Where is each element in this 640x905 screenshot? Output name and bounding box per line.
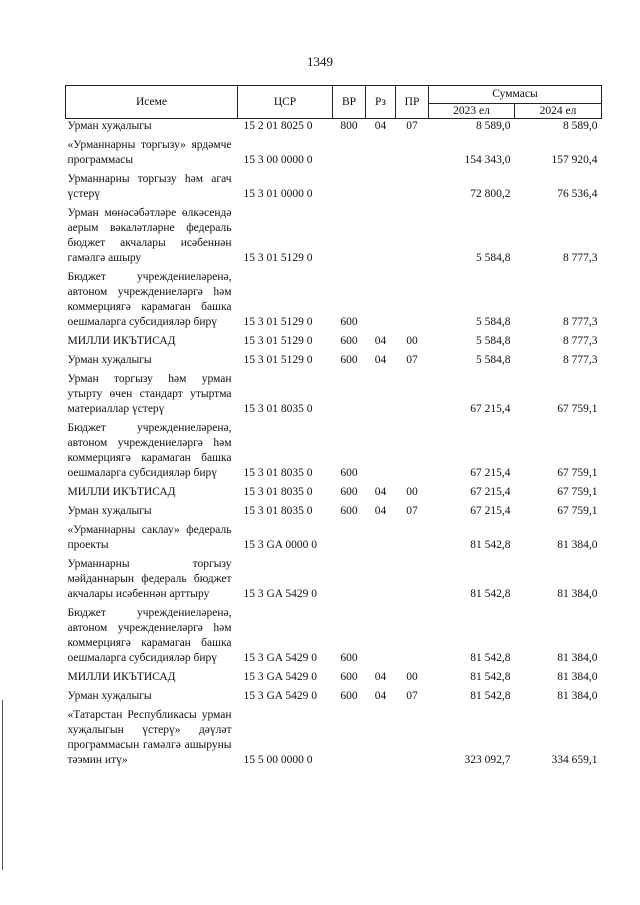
table-row	[66, 172, 602, 206]
cell-2023: 67 215,4	[470, 505, 511, 517]
cell-2024: 8 777,3	[563, 354, 598, 366]
cell-2023: 5 584,8	[476, 335, 511, 347]
cell-csr: 15 3 GA 5429 0	[243, 588, 317, 600]
cell-2024: 67 759,1	[557, 505, 598, 517]
cell-2023: 81 542,8	[470, 671, 511, 683]
table-row	[66, 270, 602, 334]
cell-vr	[333, 557, 366, 606]
cell-rz	[366, 421, 396, 485]
cell-rz	[366, 206, 396, 270]
cell-rz	[366, 270, 396, 334]
header-year-2024: 2024 ел	[515, 104, 602, 119]
header-name: Исеме	[66, 86, 238, 119]
cell-2023: 81 542,8	[470, 539, 511, 551]
header-rz: Рз	[366, 86, 396, 119]
cell-2023: 154 343,0	[464, 154, 511, 166]
cell-name: «Урманнарны торгызу» ярдәмче программасы	[67, 139, 232, 166]
cell-pr	[396, 138, 429, 172]
cell-name: Бюджет учреждениеләренә, автоном учреждениеләргә һәм коммерциягә карамаган башка оешмаларга субсидияләр бирү	[67, 422, 232, 479]
cell-rz: 04	[374, 120, 387, 132]
cell-rz: 04	[374, 335, 387, 347]
cell-pr	[396, 421, 429, 485]
cell-2023: 72 800,2	[470, 188, 511, 200]
cell-csr: 15 3 GA 0000 0	[243, 539, 317, 551]
cell-rz: 04	[374, 690, 387, 702]
cell-csr: 15 3 00 0000 0	[243, 154, 313, 166]
cell-name: «Татарстан Республикасы урман хуҗалыгын үстерү» дәүләт программасын гамәлгә ашыруны тәэмин итү»	[67, 709, 232, 766]
cell-2023: 5 584,8	[476, 252, 511, 264]
cell-csr: 15 3 01 0000 0	[243, 188, 313, 200]
cell-2024: 157 920,4	[551, 154, 598, 166]
cell-2023: 67 215,4	[470, 467, 511, 479]
cell-2023: 81 542,8	[470, 652, 511, 664]
cell-pr	[396, 557, 429, 606]
cell-vr: 600	[340, 335, 358, 347]
header-sums: Суммасы	[429, 86, 602, 104]
cell-2024: 81 384,0	[557, 588, 598, 600]
cell-2024: 8 589,0	[563, 120, 598, 132]
cell-name: Урман хуҗалыгы	[67, 505, 152, 517]
cell-2023: 8 589,0	[476, 120, 511, 132]
cell-vr: 600	[340, 671, 358, 683]
cell-name: Урман хуҗалыгы	[67, 690, 152, 702]
cell-name: «Урманнарны саклау» федераль проекты	[67, 524, 232, 551]
table-row	[66, 523, 602, 557]
cell-vr	[333, 708, 366, 772]
cell-2023: 5 584,8	[476, 354, 511, 366]
table-row	[66, 334, 602, 353]
cell-vr: 600	[340, 316, 358, 328]
cell-rz	[366, 708, 396, 772]
cell-csr: 15 3 01 8035 0	[243, 467, 313, 479]
cell-2024: 67 759,1	[557, 403, 598, 415]
budget-table	[65, 85, 602, 772]
cell-2024: 8 777,3	[563, 252, 598, 264]
cell-csr: 15 3 01 5129 0	[243, 252, 313, 264]
table-row	[66, 689, 602, 708]
cell-name: Урманнарны торгызу мәйданнарын федераль бюджет акчалары исәбеннән арттыру	[67, 558, 232, 600]
cell-pr: 07	[406, 505, 418, 517]
cell-pr	[396, 372, 429, 421]
cell-pr: 00	[406, 335, 418, 347]
cell-2024: 81 384,0	[557, 652, 598, 664]
cell-2023: 5 584,8	[476, 316, 511, 328]
cell-vr: 600	[340, 467, 358, 479]
cell-vr: 600	[340, 652, 358, 664]
cell-2023: 323 092,7	[464, 754, 511, 766]
cell-2024: 81 384,0	[557, 671, 598, 683]
cell-2023: 67 215,4	[470, 403, 511, 415]
cell-2024: 67 759,1	[557, 467, 598, 479]
cell-pr	[396, 523, 429, 557]
cell-vr: 800	[340, 120, 358, 132]
table-row	[66, 485, 602, 504]
cell-csr: 15 3 01 5129 0	[243, 354, 313, 366]
cell-vr: 600	[340, 505, 358, 517]
cell-2024: 81 384,0	[557, 690, 598, 702]
header-year-2023: 2023 ел	[429, 104, 515, 119]
cell-name: МИЛЛИ ИКЪТИСАД	[67, 335, 176, 347]
cell-name: МИЛЛИ ИКЪТИСАД	[67, 671, 176, 683]
cell-vr	[333, 138, 366, 172]
cell-rz	[366, 557, 396, 606]
cell-rz	[366, 606, 396, 670]
cell-pr: 07	[406, 120, 418, 132]
cell-2023: 81 542,8	[470, 588, 511, 600]
header-pr: ПР	[396, 86, 429, 119]
cell-pr	[396, 172, 429, 206]
cell-vr	[333, 523, 366, 557]
cell-name: МИЛЛИ ИКЪТИСАД	[67, 486, 176, 498]
cell-name: Бюджет учреждениеләренә, автоном учреждениеләргә һәм коммерциягә карамаган башка оешмаларга субсидияләр бирү	[67, 607, 232, 664]
table-row	[66, 372, 602, 421]
cell-csr: 15 5 00 0000 0	[243, 754, 313, 766]
cell-pr	[396, 606, 429, 670]
table-row	[66, 138, 602, 172]
cell-2023: 67 215,4	[470, 486, 511, 498]
cell-rz	[366, 372, 396, 421]
cell-pr	[396, 206, 429, 270]
table-row	[66, 606, 602, 670]
cell-2024: 8 777,3	[563, 316, 598, 328]
cell-pr: 07	[406, 354, 418, 366]
margin-rule	[2, 700, 3, 870]
table-row	[66, 421, 602, 485]
cell-name: Урман хуҗалыгы	[67, 354, 152, 366]
table-body	[66, 119, 602, 773]
cell-name: Урман мөнәсәбәтләре өлкәсендә аерым вәкаләтләрне федераль бюджет акчалары исәбеннән гамәлгә ашыру	[67, 207, 232, 264]
cell-name: Урман торгызу һәм урман утырту өчен стандарт утыртма материаллар үстерү	[67, 373, 232, 415]
table-row	[66, 708, 602, 772]
cell-csr: 15 3 01 8035 0	[243, 505, 313, 517]
cell-pr: 07	[406, 690, 418, 702]
cell-rz	[366, 172, 396, 206]
cell-vr: 600	[340, 690, 358, 702]
cell-2024: 81 384,0	[557, 539, 598, 551]
cell-2024: 8 777,3	[563, 335, 598, 347]
header-vr: ВР	[333, 86, 366, 119]
header-csr: ЦСР	[238, 86, 333, 119]
table-row	[66, 206, 602, 270]
cell-csr: 15 3 GA 5429 0	[243, 690, 317, 702]
cell-name: Бюджет учреждениеләренә, автоном учреждениеләргә һәм коммерциягә карамаган башка оешмаларга субсидияләр бирү	[67, 271, 232, 328]
cell-vr: 600	[340, 486, 358, 498]
table-row	[66, 353, 602, 372]
cell-csr: 15 3 01 8035 0	[243, 486, 313, 498]
cell-csr: 15 3 GA 5429 0	[243, 671, 317, 683]
cell-rz	[366, 523, 396, 557]
cell-rz: 04	[374, 505, 387, 517]
cell-name: Урманнарны торгызу һәм агач үстерү	[67, 173, 232, 200]
cell-2023: 81 542,8	[470, 690, 511, 702]
cell-vr	[333, 372, 366, 421]
cell-rz	[366, 138, 396, 172]
cell-vr	[333, 206, 366, 270]
cell-name: Урман хуҗалыгы	[67, 120, 152, 132]
table-row	[66, 119, 602, 139]
cell-csr: 15 3 01 8035 0	[243, 403, 313, 415]
table-row	[66, 670, 602, 689]
cell-2024: 67 759,1	[557, 486, 598, 498]
cell-rz: 04	[374, 354, 387, 366]
cell-csr: 15 2 01 8025 0	[243, 120, 313, 132]
cell-rz: 04	[374, 486, 387, 498]
cell-vr	[333, 172, 366, 206]
table-row	[66, 504, 602, 523]
cell-pr	[396, 270, 429, 334]
cell-rz: 04	[374, 671, 387, 683]
cell-pr: 00	[406, 671, 418, 683]
cell-csr: 15 3 01 5129 0	[243, 316, 313, 328]
table-row	[66, 557, 602, 606]
cell-pr	[396, 708, 429, 772]
cell-csr: 15 3 GA 5429 0	[243, 652, 317, 664]
cell-pr: 00	[406, 486, 418, 498]
cell-2024: 76 536,4	[557, 188, 598, 200]
cell-csr: 15 3 01 5129 0	[243, 335, 313, 347]
cell-2024: 334 659,1	[551, 754, 598, 766]
table-header	[66, 86, 602, 119]
cell-vr: 600	[340, 354, 358, 366]
page-number: 1349	[307, 54, 333, 69]
